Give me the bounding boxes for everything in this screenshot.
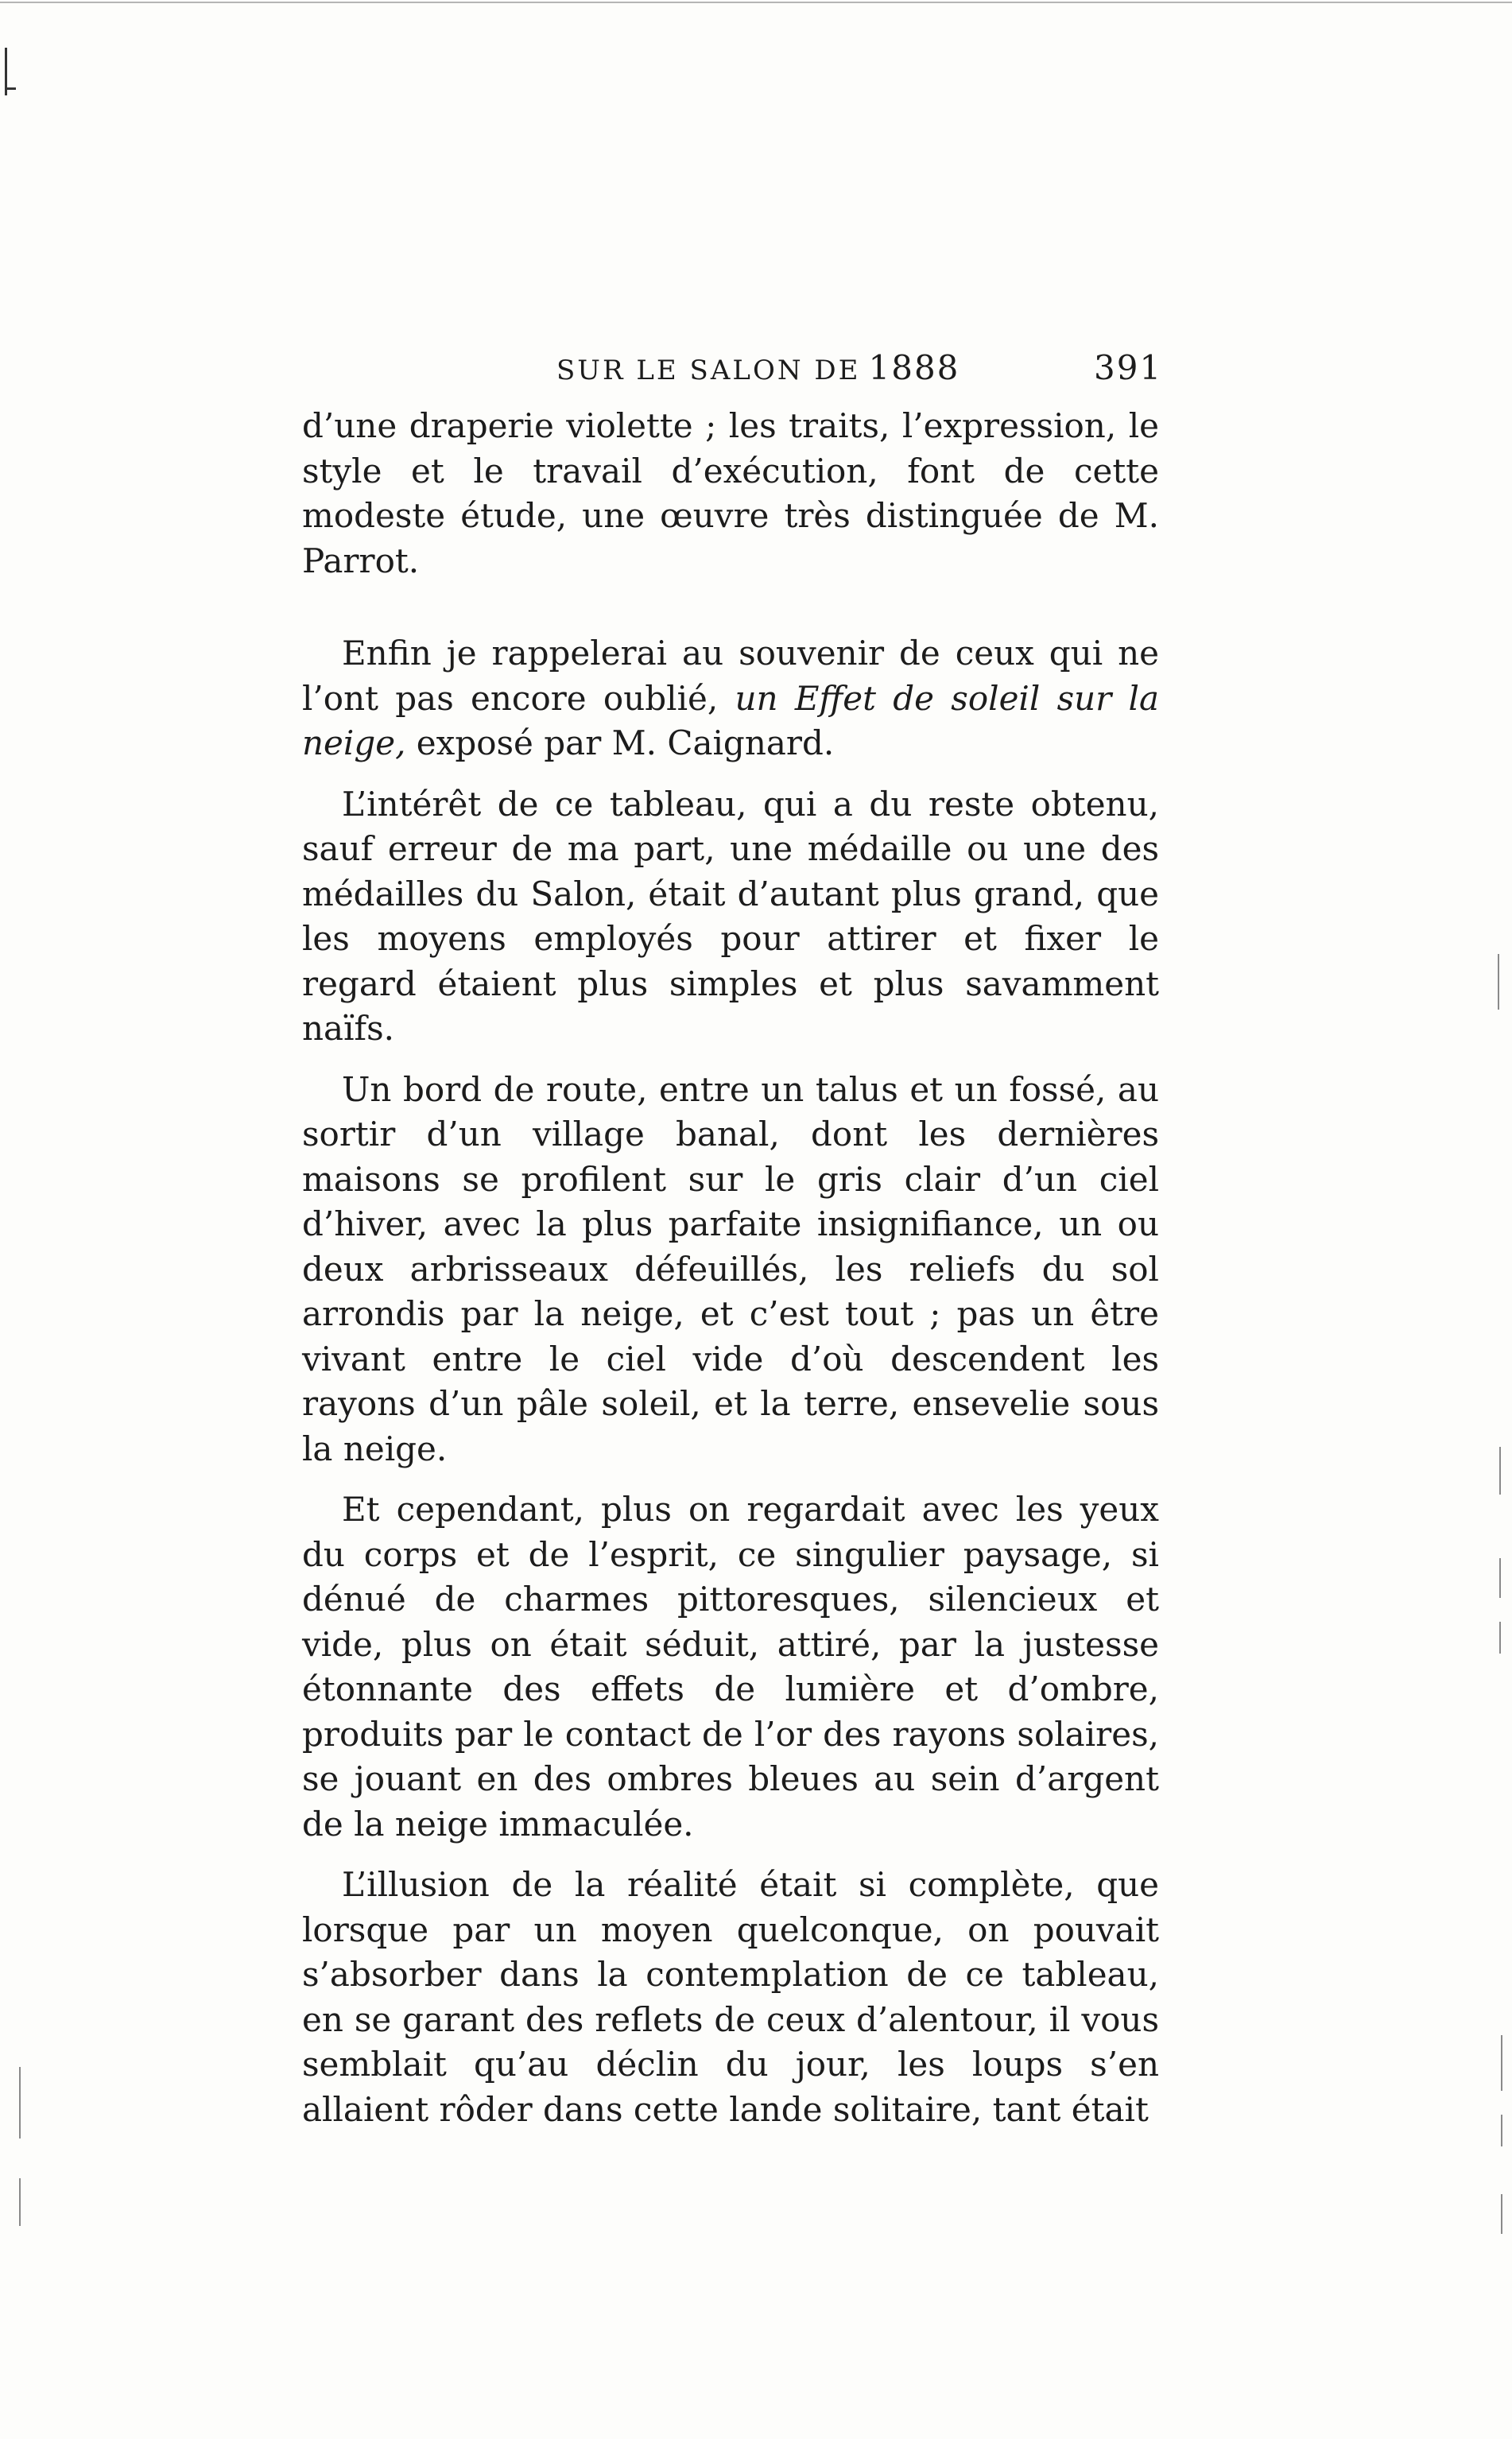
paragraph-2-before: Enfin je rappelerai au souvenir de ceux qui ne l’ont pas encore oublié, [302, 634, 1159, 718]
paragraph-3: L’intérêt de ce tableau, qui a du reste obtenu, sauf erreur de ma part, une médaille ou une des médailles du Salon, était d’autant plus grand, que les moyens employés pour attirer et fixer le regard étaient plus simples et plus savamment naïfs. [302, 784, 1159, 1048]
scan-edge-line [1501, 2115, 1502, 2146]
page-number: 391 [1094, 348, 1163, 387]
paragraph-2-after: exposé par M. Caignard. [405, 723, 835, 762]
body-text [302, 404, 1159, 2132]
scan-left-tick [5, 87, 16, 90]
running-head-title: SUR LE SALON DE [556, 355, 861, 386]
scan-edge-line [1498, 954, 1499, 1010]
running-head [556, 348, 960, 387]
running-head-year: 1888 [868, 348, 960, 387]
scan-edge-line [1501, 2194, 1502, 2234]
scan-edge-line [1499, 1447, 1501, 1495]
painting-title: un Effet de soleil sur la neige, [302, 678, 1159, 762]
scan-edge-line [1501, 2035, 1502, 2091]
scan-edge-line [1499, 1558, 1501, 1598]
paragraph-5: Et cependant, plus on regardait avec les yeux du corps et de l’esprit, ce singulier paysage, si dénué de charmes pittoresques, silencieux et vide, plus on était séduit, attiré, par la justesse étonnante des effets de lumière et d’ombre, produits par le contact de l’or des rayons solaires, se jouant en des ombres bleues au sein d’argent de la neige immaculée. [302, 1490, 1159, 1844]
paragraph-6: L’illusion de la réalité était si complète, que lorsque par un moyen quelconque, on pouvait s’absorber dans la contemplation de ce tableau, en se garant des reflets de ceux d’alentour, il vous semblait qu’au déclin du jour, les loups s’en allaient rôder dans cette lande solitaire, tant était [302, 1865, 1159, 2129]
paragraph-1: d’une draperie violette ; les traits, l’expression, le style et le travail d’exécution, font de cette modeste étude, une œuvre très distinguée de M. Parrot. [302, 406, 1159, 580]
scan-top-edge [0, 2, 1512, 3]
scan-edge-line [1499, 1622, 1501, 1654]
paragraph-2 [302, 631, 1159, 766]
scan-edge-line [19, 2067, 21, 2138]
paragraph-4: Un bord de route, entre un talus et un fossé, au sortir d’un village banal, dont les dernières maisons se profilent sur le gris clair d’un ciel d’hiver, avec la plus parfaite insignifiance, un ou deux arbrisseaux défeuillés, les reliefs du sol arrondis par la neige, et c’est tout ; pas un être vivant entre le ciel vide d’où descendent les rayons d’un pâle soleil, et la terre, ensevelie sous la neige. [302, 1069, 1159, 1468]
scan-edge-line [19, 2178, 21, 2226]
